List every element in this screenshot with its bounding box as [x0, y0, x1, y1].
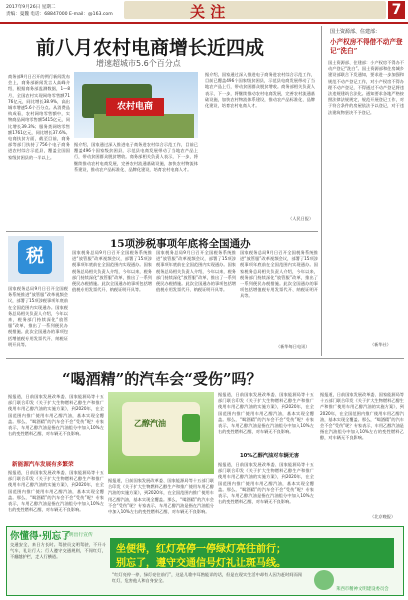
ad-quote: “红灯亮停一停，绿灯亮往前行”，这是儿歌中耳熟能详的话，但是在现实生活中却有人因为赶时间而闯红灯，危害他人和自身安全。: [112, 572, 302, 584]
article1-body-left: 商务部9月日召开的例行新闻发布会上，商务部新闻发言人高峰介绍，根据商务部监测数据，1—8月，全国农村实现网络零售额7176亿元，同比增长38.9%，高出城市增速5.6个百分点。从消费品构成看，农村网络零售额中，实物商品网络零售额5415亿元，同比增长39.3%；服务类网络零售额1761亿元，同比增长37.6%。电商扶贫方面，截至目前，商务部等部门扶持了756个电子商务进农村综合示范县，覆盖全国国家级贫困县的一半以上。: [8, 74, 70, 160]
sidebar-title: 小产权房不得借不动产登记“洗白”: [330, 38, 403, 55]
ad-brand-sub: 文明出行宣传: [64, 533, 93, 538]
article3-body-3: 据报道，日前国家发展改革委、国家能源局等十五部门联合印发《关于扩大生物燃料乙醇生产和推广使用车用乙醇汽油的实施方案》，到2020年，在全国范围内推广使用车用乙醇汽油，基本实现全覆盖。那么，“喝酒精”的汽车会不会“受伤”呢？专家表示，车用乙醇汽油是指在汽油组分中加入10%左右的变性燃料乙醇，对车辆无不良影响。: [108, 478, 214, 515]
article1-credit-b: （人民日报）: [288, 216, 314, 221]
article1-body-right: 据介绍，国家通过深入推进电子商务进农村综合示范工作，目前已覆盖496个国家级贫困县，示范县电商发展带动了当地农产品上行，带动贫困群众脱贫增收。商务部相关负责人表示，下一步，将继续推动农村电商发展，完善农村流通基础设施，加快农村物流体系建设，推动农产品标准化、品牌化建设，培育农村电商人才。: [205, 72, 315, 109]
article2-body-2: 国家税务总局9月日召开全国税务系统推进“放管服”改革视频会议，部署了15项涉税事项年底前在全国范围内实现通办。国家税务总局相关负责人介绍，今年以来，税务部门持续深化“放管服”改革，推出了一系列便民办税措施。此次全国通办的事项包括增值税专用发票代开、纳税证明开具等。: [72, 250, 152, 293]
article2-body-1: 国家税务总局9月日召开全国税务系统推进“放管服”改革视频会议，部署了15项涉税事项年底前在全国范围内实现通办。国家税务总局相关负责人介绍，今年以来，税务部门持续深化“放管服”改革，推出了一系列便民办税措施。此次全国通办的事项包括增值税专用发票代开、纳税证明开具等。: [8, 286, 68, 347]
article3-body-5: 据报道，日前国家发展改革委、国家能源局等十五部门联合印发《关于扩大生物燃料乙醇生产和推广使用车用乙醇汽油的实施方案》，到2020年，在全国范围内推广使用车用乙醇汽油，基本实现全覆盖。那么，“喝酒精”的汽车会不会“受伤”呢？专家表示，车用乙醇汽油是指在汽油组分中加入10%左右的变性燃料乙醇，对车辆无不良影响。: [218, 462, 314, 505]
article3-photo: [108, 392, 214, 474]
ad-slogan-1: 坐便得，红灯亮停一停绿灯亮往前行；: [116, 544, 286, 555]
article3-body-2: 据报道，日前国家发展改革委、国家能源局等十五部门联合印发《关于扩大生物燃料乙醇生产和推广使用车用乙醇汽油的实施方案》，到2020年，在全国范围内推广使用车用乙醇汽油，基本实现全覆盖。那么，“喝酒精”的汽车会不会“受伤”呢？专家表示，车用乙醇汽油是指在汽油组分中加入10%左右的变性燃料乙醇，对车辆无不良影响。: [8, 470, 104, 513]
article3-title: “喝酒精”的汽车会“受伤”吗？: [62, 370, 262, 388]
ad-slogan-2: 别忘了，遵守交通信号灯礼让斑马线。: [116, 558, 286, 569]
section-divider-1: [6, 231, 318, 232]
article2-body-4: 国家税务总局9月日召开全国税务系统推进“放管服”改革视频会议，部署了15项涉税事项年底前在全国范围内实现通办。国家税务总局相关负责人介绍，今年以来，税务部门持续深化“放管服”改革，推出了一系列便民办税措施。此次全国通办的事项包括增值税专用发票代开、纳税证明开具等。: [240, 250, 318, 299]
sidebar-body: 国土资源部、住建部：小产权房不得办不动产登记“洗白”。国土资源部和住房城乡建设部联合下发通知，要求进一步加强和规范不动产登记工作，对小产权房不得办理不动产登记，不得通过不动产登记将违法违规建筑合法化。通知要求各地严格按照法律法规规定，规范开展登记工作，对于符合条件的房屋依法予以登记，对于违法建筑物坚决不予登记。: [328, 60, 404, 115]
ad-sponsor: 莱西市精神文明建设委员会: [336, 587, 389, 592]
ethanol-sign: 乙醇汽油: [134, 419, 166, 428]
header-editor: 责编：曼魏 电话：68847000 E-mail：@163.com: [6, 12, 113, 17]
header-date: 2017年9月26日 星期二: [6, 5, 56, 10]
ecommerce-sign: 农村电商: [106, 98, 164, 116]
page-header: [0, 0, 408, 22]
section-title: 关 注: [190, 3, 226, 21]
article1-subtitle: 增速超城市5.6个百分点: [96, 59, 181, 68]
article1-photo: [74, 72, 198, 138]
article3-body-6: 据报道，日前国家发展改革委、国家能源局等十五部门联合印发《关于扩大生物燃料乙醇生产和推广使用车用乙醇汽油的实施方案》，到2020年，在全国范围内推广使用车用乙醇汽油，基本实现全覆盖。那么，“喝酒精”的汽车会不会“受伤”呢？专家表示，车用乙醇汽油是指在汽油组分中加入10%左右的变性燃料乙醇，对车辆无不良影响。: [320, 392, 404, 441]
ad-body: 交通安全，来日方长时。驾驶员文明驾驶，不开斗气车，礼让行人；行人遵守交通规则，不闯红灯，不翻越护栏，走人行横道。: [10, 542, 106, 560]
article3-credit: （北京晚报）: [370, 514, 396, 519]
article3-body-1: 据报道，日前国家发展改革委、国家能源局等十五部门联合印发《关于扩大生物燃料乙醇生产和推广使用车用乙醇汽油的实施方案》，到2020年，在全国范围内推广使用车用乙醇汽油，基本实现全覆盖。那么，“喝酒精”的汽车会不会“受伤”呢？专家表示，车用乙醇汽油是指在汽油组分中加入10%左右的变性燃料乙醇，对车辆无不良影响。: [8, 394, 104, 437]
article3-sidebar-title: 新能源汽车发展有多繁荣: [12, 462, 74, 468]
section-divider-2: [6, 358, 404, 359]
sidebar-credit: （新华社）: [370, 342, 391, 347]
article2-body-3: 国家税务总局9月日召开全国税务系统推进“放管服”改革视频会议，部署了15项涉税事项年底前在全国范围内实现通办。国家税务总局相关负责人介绍，今年以来，税务部门持续深化“放管服”改革，推出了一系列便民办税措施。此次全国通办的事项包括增值税专用发票代开、纳税证明开具等。: [156, 250, 236, 293]
fuel-nozzle-icon: [182, 414, 200, 442]
sidebar-kicker: 国土资源部、住建部：: [330, 29, 381, 35]
article2-photo: [8, 236, 64, 282]
article1-title: 前八月农村电商增长近四成: [36, 37, 265, 59]
article2-credit: （新华每日电讯）: [276, 344, 310, 349]
article2-title: 15项涉税事项年底将全国通办: [110, 238, 251, 250]
tax-icon: 税: [18, 240, 52, 274]
sidebar-divider: [321, 26, 322, 356]
article1-body-mid: 据介绍，国家通过深入推进电子商务进农村综合示范工作，目前已覆盖496个国家级贫困县，示范县电商发展带动了当地农产品上行，带动贫困群众脱贫增收。商务部相关负责人表示，下一步，将继续推动农村电商发展，完善农村流通基础设施，加快农村物流体系建设，推动农产品标准化、品牌化建设，培育农村电商人才。: [74, 142, 198, 172]
article3-subhead: 10%乙醇汽油对车辆无害: [240, 453, 300, 459]
ad-brand: 你懂得·别忘了: [10, 531, 71, 542]
section-badge: [124, 1, 386, 19]
page-number: 7: [388, 1, 405, 19]
article3-body-4: 据报道，日前国家发展改革委、国家能源局等十五部门联合印发《关于扩大生物燃料乙醇生产和推广使用车用乙醇汽油的实施方案》，到2020年，在全国范围内推广使用车用乙醇汽油，基本实现全覆盖。那么，“喝酒精”的汽车会不会“受伤”呢？专家表示，车用乙醇汽油是指在汽油组分中加入10%左右的变性燃料乙醇，对车辆无不良影响。: [218, 392, 314, 435]
ad-mascot: [314, 570, 334, 590]
header-rule: [0, 22, 408, 24]
